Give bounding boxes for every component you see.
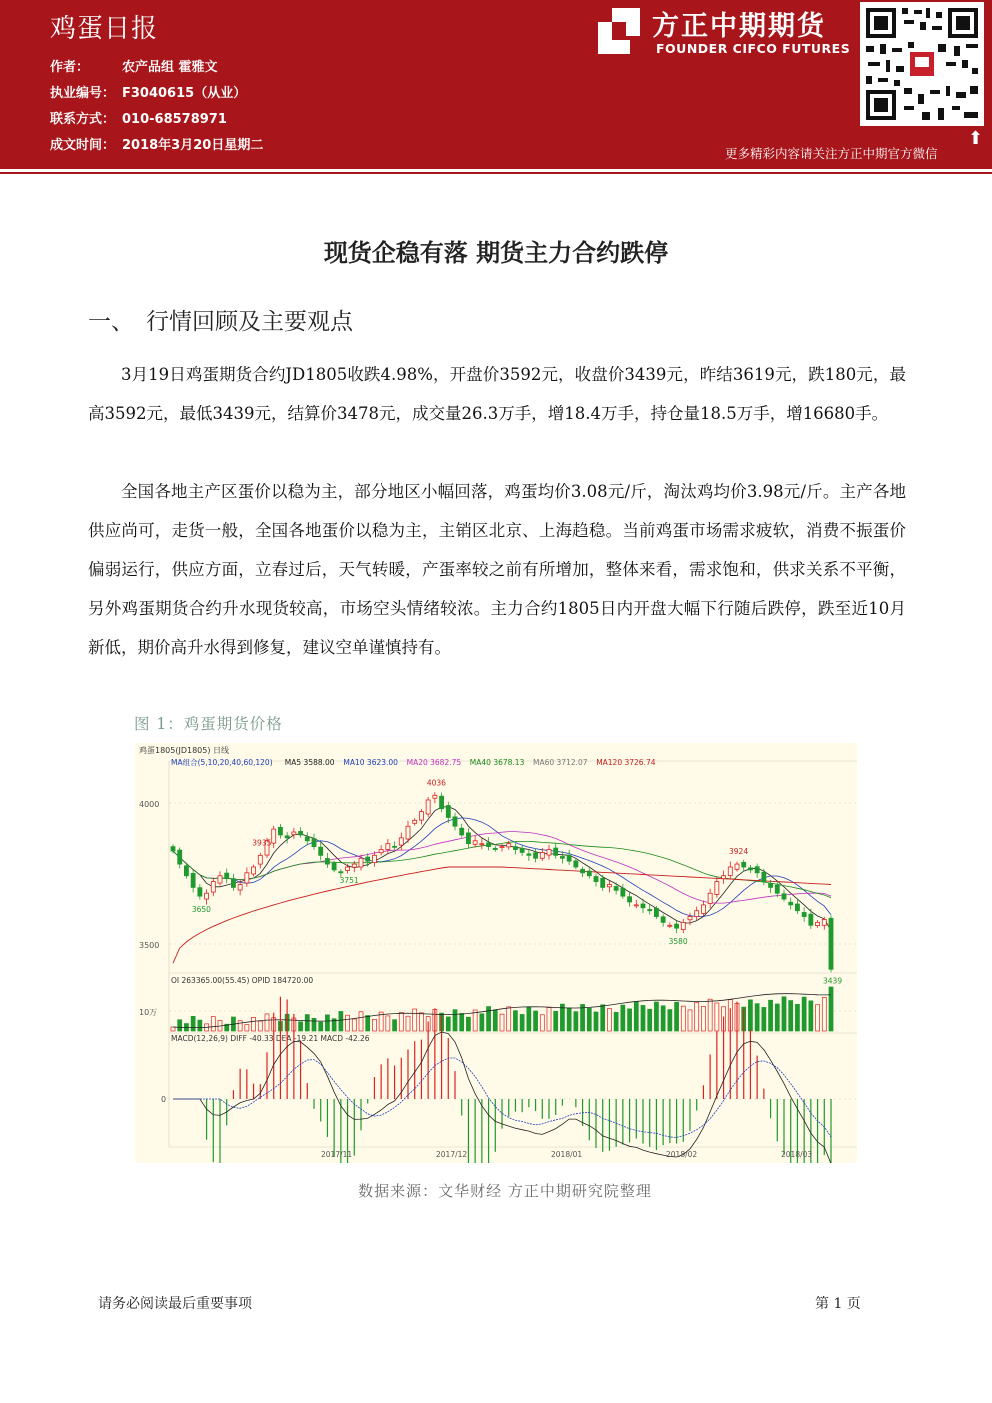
volume-bar bbox=[802, 997, 806, 1031]
volume-bar bbox=[413, 1009, 417, 1031]
candle-body bbox=[366, 857, 370, 861]
volume-bar bbox=[775, 1004, 779, 1031]
volume-bar bbox=[701, 1006, 705, 1031]
report-name: 鸡蛋日报 bbox=[50, 14, 159, 44]
volume-bar bbox=[191, 1016, 195, 1031]
figure-caption: 图 1：鸡蛋期货价格 bbox=[134, 715, 283, 733]
volume-bar bbox=[399, 1012, 403, 1031]
meta-label: 作者： bbox=[50, 60, 90, 75]
volume-bar bbox=[386, 1016, 390, 1031]
candle-body bbox=[466, 833, 470, 844]
price-tick-label: 3500 bbox=[139, 941, 160, 950]
price-annotation: 3751 bbox=[339, 876, 359, 885]
candle-body bbox=[802, 912, 806, 916]
candle-body bbox=[567, 855, 571, 861]
volume-bar bbox=[594, 1012, 598, 1031]
candle-body bbox=[319, 847, 323, 855]
ma-legend-item: MA5 3588.00 bbox=[284, 758, 335, 767]
candle-body bbox=[688, 917, 692, 920]
volume-bar bbox=[688, 1010, 692, 1031]
volume-bar bbox=[675, 1002, 679, 1031]
volume-bar bbox=[305, 1015, 309, 1031]
volume-bar bbox=[547, 1008, 551, 1031]
price-annotation: 3650 bbox=[191, 905, 211, 915]
macd-tick-label: 0 bbox=[161, 1095, 167, 1104]
candle-body bbox=[305, 837, 309, 841]
volume-bar bbox=[795, 1004, 799, 1031]
candle-body bbox=[648, 910, 652, 911]
candle-body bbox=[399, 838, 403, 845]
volume-bar bbox=[769, 1000, 773, 1031]
x-axis-label: 2018/02 bbox=[666, 1150, 698, 1159]
volume-bar bbox=[339, 1011, 343, 1031]
volume-bar bbox=[245, 1025, 249, 1031]
candle-body bbox=[708, 893, 712, 903]
candle-body bbox=[231, 879, 235, 888]
volume-bar bbox=[359, 1012, 363, 1031]
candle-body bbox=[816, 922, 820, 925]
volume-bar bbox=[695, 1003, 699, 1031]
candle-body bbox=[419, 812, 423, 820]
volume-bar bbox=[366, 1016, 370, 1031]
candle-body bbox=[413, 820, 417, 823]
meta-date bbox=[50, 134, 263, 153]
header-divider-thin bbox=[0, 172, 992, 174]
candle-body bbox=[822, 919, 826, 925]
volume-bar bbox=[789, 1001, 793, 1031]
egg-futures-price-chart bbox=[135, 743, 857, 1163]
candle-body bbox=[198, 888, 202, 896]
price-tick-label: 4000 bbox=[139, 800, 160, 809]
volume-bar bbox=[540, 1015, 544, 1031]
volume-bar bbox=[325, 1015, 329, 1031]
candle-body bbox=[225, 873, 229, 879]
volume-bar bbox=[507, 1007, 511, 1031]
candle-body bbox=[829, 918, 833, 969]
volume-legend: OI 263365.00(55.45) OPID 184720.00 bbox=[171, 976, 314, 985]
volume-bar bbox=[171, 1027, 175, 1031]
candle-body bbox=[581, 869, 585, 872]
candle-body bbox=[372, 855, 376, 862]
document-title: 现货企稳有落 期货主力合约跌停 bbox=[323, 239, 669, 267]
candle-body bbox=[252, 867, 256, 874]
chart-header-text: 鸡蛋1805(JD1805) 日线 bbox=[139, 746, 230, 755]
volume-bar bbox=[238, 1021, 242, 1031]
figure-source: 数据来源：文华财经 方正中期研究院整理 bbox=[358, 1182, 652, 1200]
volume-bar bbox=[534, 1011, 538, 1031]
volume-bar bbox=[513, 1011, 517, 1031]
volume-bar bbox=[527, 1007, 531, 1031]
candle-body bbox=[809, 914, 813, 925]
x-axis-label: 2017/12 bbox=[436, 1150, 468, 1159]
volume-bar bbox=[493, 1010, 497, 1031]
candle-body bbox=[735, 864, 739, 869]
footer-disclaimer-note: 请务必阅读最后重要事项 bbox=[98, 1296, 252, 1312]
volume-bar bbox=[601, 1005, 605, 1031]
candle-body bbox=[554, 848, 558, 855]
candle-body bbox=[661, 917, 665, 923]
volume-bar bbox=[614, 1012, 618, 1031]
meta-label: 联系方式： bbox=[50, 112, 116, 127]
x-axis-label: 2017/11 bbox=[321, 1150, 353, 1159]
candle-body bbox=[534, 853, 538, 859]
meta-author bbox=[50, 56, 218, 75]
candle-body bbox=[278, 827, 282, 835]
volume-bar bbox=[708, 999, 712, 1031]
volume-bar bbox=[648, 1009, 652, 1031]
candle-body bbox=[487, 843, 491, 847]
volume-bar bbox=[782, 997, 786, 1031]
candle-body bbox=[520, 848, 524, 852]
candle-body bbox=[352, 864, 356, 867]
candle-body bbox=[715, 882, 719, 895]
volume-bar bbox=[312, 1018, 316, 1031]
volume-bar bbox=[419, 1013, 423, 1031]
volume-bar bbox=[198, 1020, 202, 1031]
candle-body bbox=[178, 850, 182, 864]
candle-body bbox=[258, 855, 262, 864]
candle-body bbox=[762, 872, 766, 881]
volume-bar bbox=[265, 1014, 269, 1031]
meta-value: 农产品组 霍雅文 bbox=[122, 60, 218, 75]
volume-bar bbox=[178, 1020, 182, 1031]
volume-bar bbox=[352, 1019, 356, 1031]
ma-legend-item: MA组合(5,10,20,40,60,120) bbox=[171, 758, 273, 767]
volume-bar bbox=[668, 1010, 672, 1031]
volume-bar bbox=[816, 1005, 820, 1031]
volume-bar bbox=[346, 1015, 350, 1031]
candle-body bbox=[594, 877, 598, 882]
candle-body bbox=[299, 831, 303, 834]
volume-bar bbox=[299, 1022, 303, 1031]
candle-body bbox=[500, 847, 504, 848]
candle-body bbox=[292, 832, 296, 835]
section-title: 行情回顾及主要观点 bbox=[146, 309, 353, 335]
candle-body bbox=[654, 908, 658, 916]
candle-body bbox=[218, 876, 222, 883]
candle-body bbox=[574, 861, 578, 867]
ma-legend-item: MA40 3678.13 bbox=[469, 758, 525, 767]
volume-bar bbox=[628, 1009, 632, 1031]
candle-body bbox=[675, 924, 679, 928]
volume-bar bbox=[406, 1016, 410, 1031]
paragraph-market-review: 3月19日鸡蛋期货合约JD1805收跌4.98%，开盘价3592元，收盘价3439元，昨结3619元，跌180元，最高3592元，最低3439元，结算价3478元，成交量26.3万手，增18.4万手，持仓量18.5万手，增16680手。 bbox=[88, 365, 906, 423]
candle-body bbox=[191, 873, 195, 887]
candle-body bbox=[560, 857, 564, 859]
price-annotation: 3924 bbox=[729, 847, 749, 857]
paragraph-outlook: 全国各地主产区蛋价以稳为主，部分地区小幅回落，鸡蛋均价3.08元/斤，淘汰鸡均价3.98元/斤。主产各地供应尚可，走货一般，全国各地蛋价以稳为主，主销区北京、上海趋稳。当前鸡蛋市场需求疲软，消费不振蛋价偏弱运行，供应方面，立春过后，天气转暖，产蛋率较之前有所增加，整体来看，需求饱和，供求关系不平衡，另外鸡蛋期货合约升水现货较高，市场空头情绪较浓。主力合约1805日内开盘大幅下行随后跌停，跌至近10月新低，期价高升水得到修复，建议空单谨慎持有。 bbox=[88, 482, 906, 657]
volume-bar bbox=[446, 1017, 450, 1031]
x-axis-label: 2018/01 bbox=[551, 1150, 583, 1159]
volume-bar bbox=[809, 1001, 813, 1031]
wechat-qr-code[interactable] bbox=[860, 2, 984, 126]
candle-body bbox=[769, 884, 773, 888]
volume-bar bbox=[393, 1020, 397, 1031]
logo-text-cn: 方正中期期货 bbox=[652, 11, 826, 42]
candle-body bbox=[346, 867, 350, 870]
logo-text-en: FOUNDER CIFCO FUTURES bbox=[656, 41, 851, 56]
candle-body bbox=[587, 871, 591, 876]
candle-body bbox=[171, 847, 175, 851]
volume-tick-label: 10万 bbox=[139, 1008, 158, 1017]
meta-value: F3040615（从业） bbox=[122, 86, 247, 101]
candle-body bbox=[453, 817, 457, 826]
candle-body bbox=[460, 828, 464, 835]
candle-body bbox=[446, 806, 450, 818]
candle-body bbox=[755, 867, 759, 873]
candle-body bbox=[325, 859, 329, 865]
meta-contact bbox=[50, 108, 227, 127]
volume-bar bbox=[587, 1008, 591, 1031]
volume-bar bbox=[258, 1021, 262, 1031]
price-annotation: 3935 bbox=[252, 838, 272, 848]
meta-value: 2018年3月20日星期二 bbox=[122, 138, 264, 153]
candle-body bbox=[607, 884, 611, 886]
candle-body bbox=[473, 841, 477, 844]
candle-body bbox=[359, 858, 363, 867]
candle-body bbox=[433, 795, 437, 798]
candle-body bbox=[480, 844, 484, 845]
volume-bar bbox=[480, 1014, 484, 1031]
candle-body bbox=[614, 887, 618, 891]
volume-bar bbox=[654, 1002, 658, 1031]
candle-body bbox=[205, 893, 209, 899]
candle-body bbox=[681, 922, 685, 929]
volume-bar bbox=[822, 997, 826, 1031]
candle-body bbox=[493, 848, 497, 849]
price-annotation: 4036 bbox=[426, 778, 446, 788]
candle-body bbox=[748, 868, 752, 870]
candle-body bbox=[386, 844, 390, 850]
candle-body bbox=[238, 884, 242, 890]
ma-legend-item: MA20 3682.75 bbox=[406, 758, 462, 767]
price-annotation: 3439 bbox=[823, 976, 843, 986]
founder-logo-icon bbox=[598, 8, 640, 54]
candle-body bbox=[440, 796, 444, 809]
candle-body bbox=[634, 905, 638, 906]
candle-body bbox=[701, 905, 705, 913]
candle-body bbox=[513, 847, 517, 850]
volume-bar bbox=[661, 1006, 665, 1031]
price-annotation: 3580 bbox=[668, 937, 688, 947]
candle-body bbox=[393, 846, 397, 847]
volume-bar bbox=[748, 1000, 752, 1031]
volume-bar bbox=[715, 1003, 719, 1031]
volume-bar bbox=[607, 1009, 611, 1031]
volume-bar bbox=[520, 1014, 524, 1031]
volume-bar bbox=[762, 1007, 766, 1031]
volume-bar bbox=[621, 1005, 625, 1031]
candle-body bbox=[406, 826, 410, 839]
volume-bar bbox=[211, 1017, 215, 1031]
macd-legend: MACD(12,26,9) DIFF -40.33 DEA -19.21 MACD -42.26 bbox=[171, 1034, 370, 1043]
volume-bar bbox=[500, 1014, 504, 1031]
candle-body bbox=[728, 867, 732, 875]
volume-bar bbox=[681, 1006, 685, 1031]
candle-body bbox=[285, 836, 289, 838]
candle-body bbox=[245, 873, 249, 883]
ma-legend bbox=[171, 757, 656, 767]
candle-body bbox=[184, 866, 188, 876]
section-number: 一、 bbox=[88, 309, 134, 335]
candle-body bbox=[668, 925, 672, 926]
candle-body bbox=[742, 862, 746, 867]
candle-body bbox=[621, 888, 625, 896]
candle-body bbox=[795, 904, 799, 911]
candle-body bbox=[641, 904, 645, 908]
volume-bar bbox=[829, 987, 833, 1031]
volume-bar bbox=[581, 1004, 585, 1031]
meta-label: 执业编号： bbox=[50, 86, 116, 101]
x-axis-label: 2018/03 bbox=[781, 1150, 813, 1159]
chart-background bbox=[135, 743, 857, 1163]
candle-body bbox=[722, 876, 726, 879]
arrow-up-icon: ⬆ bbox=[968, 128, 984, 149]
volume-bar bbox=[252, 1017, 256, 1031]
candle-body bbox=[540, 852, 544, 858]
follow-wechat-text: 更多精彩内容请关注方正中期官方微信 bbox=[725, 146, 938, 161]
volume-bar bbox=[634, 1002, 638, 1031]
volume-bar bbox=[567, 1008, 571, 1031]
volume-bar bbox=[574, 1012, 578, 1031]
candle-body bbox=[426, 800, 430, 814]
volume-bar bbox=[319, 1022, 323, 1031]
volume-bar bbox=[372, 1019, 376, 1031]
candle-body bbox=[775, 885, 779, 893]
ma-legend-item: MA120 3726.74 bbox=[596, 758, 656, 767]
candle-body bbox=[379, 850, 383, 853]
candle-body bbox=[601, 878, 605, 887]
candle-body bbox=[332, 863, 336, 870]
volume-bar bbox=[466, 1017, 470, 1031]
volume-bar bbox=[460, 1013, 464, 1031]
volume-bar bbox=[554, 1011, 558, 1031]
candle-body bbox=[789, 902, 793, 905]
footer-page-number: 第 1 页 bbox=[815, 1296, 861, 1312]
candle-body bbox=[211, 882, 215, 892]
meta-license bbox=[50, 82, 246, 101]
candle-body bbox=[339, 872, 343, 873]
ma-legend-item: MA60 3712.07 bbox=[533, 758, 588, 767]
candle-body bbox=[272, 829, 276, 843]
volume-bar bbox=[755, 1004, 759, 1031]
header-divider bbox=[0, 165, 992, 169]
ma-legend-item: MA10 3623.00 bbox=[343, 758, 398, 767]
volume-bar bbox=[453, 1010, 457, 1031]
candle-body bbox=[695, 911, 699, 917]
candle-body bbox=[547, 850, 551, 856]
meta-value: 010-68578971 bbox=[122, 112, 227, 127]
candle-body bbox=[312, 839, 316, 847]
candle-body bbox=[507, 844, 511, 847]
candle-body bbox=[527, 854, 531, 855]
meta-label: 成文时间： bbox=[50, 138, 116, 153]
volume-bar bbox=[641, 1005, 645, 1031]
candle-body bbox=[782, 894, 786, 899]
section-heading bbox=[88, 303, 353, 336]
candle-body bbox=[628, 897, 632, 902]
